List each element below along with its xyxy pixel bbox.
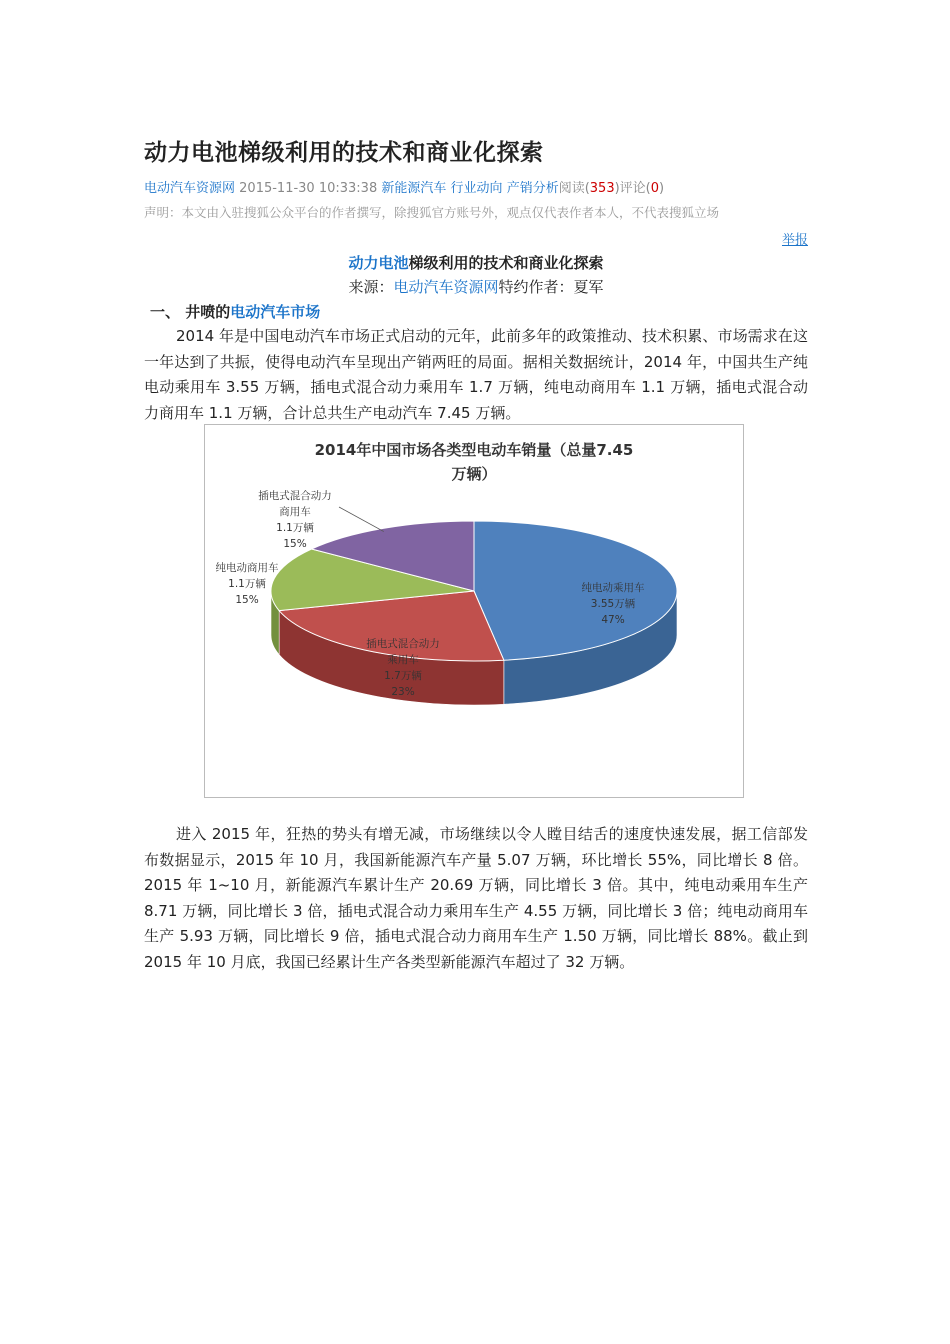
leader-line	[339, 507, 384, 532]
pie-slice-label: 15%	[235, 594, 259, 606]
comment-count[interactable]: 0	[650, 181, 660, 196]
publish-datetime: 2015-11-30 10:33:38	[239, 181, 378, 196]
pie-slice-label: 插电式混合动力	[366, 638, 440, 650]
chart-title: 万辆）	[451, 465, 497, 483]
source-link[interactable]: 电动汽车资源网	[144, 181, 236, 196]
source-author: 特约作者：夏军	[498, 278, 604, 296]
section-prefix: 一、 井喷的	[150, 303, 231, 321]
pie-slice-label: 1.1万辆	[228, 578, 266, 590]
pie-chart	[205, 425, 743, 797]
disclaimer: 声明：本文由入驻搜狐公众平台的作者撰写，除搜狐官方账号外，观点仅代表作者本人，不代表搜狐立场	[144, 205, 720, 220]
read-count: 353	[589, 181, 615, 196]
article-subtitle	[144, 252, 808, 273]
pie-slice-label: 纯电动乘用车	[581, 582, 645, 594]
source-prefix: 来源：	[348, 278, 394, 296]
section-highlight[interactable]: 电动汽车市场	[230, 303, 321, 321]
subtitle-text: 梯级利用的技术和商业化探索	[408, 254, 604, 272]
article-meta	[144, 177, 664, 196]
pie-slice-label: 纯电动商用车	[215, 562, 279, 574]
pie-slice-label: 插电式混合动力	[258, 490, 332, 502]
report-link[interactable]: 举报	[781, 233, 808, 248]
source-line	[144, 276, 808, 297]
pie-chart-frame	[204, 424, 744, 798]
pie-slice-label: 15%	[283, 538, 307, 550]
close-paren: )	[659, 181, 665, 196]
comment-label: )评论(	[614, 181, 651, 196]
paragraph: 2014 年是中国电动汽车市场正式启动的元年，此前多年的政策推动、技术积累、市场需求在这一年达到了共振，使得电动汽车呈现出产销两旺的局面。据相关数据统计，2014 年，中国共生产纯电动乘用车 3.55 万辆，插电式混合动力乘用车 1.7 万辆，纯电动商用车 1.1 万辆，插电式混合动力商用车 1.1 万辆，合计总共生产电动汽车 7.45 万辆。	[144, 327, 808, 422]
pie-slice-label: 47%	[601, 614, 625, 626]
paragraph: 进入 2015 年，狂热的势头有增无减，市场继续以令人瞠目结舌的速度快速发展，据工信部发布数据显示，2015 年 10 月，我国新能源汽车产量 5.07 万辆，环比增长 55%，同比增长 8 倍。2015 年 1~10 月，新能源汽车累计生产 20.69 万辆，同比增长 3 倍。其中，纯电动乘用车生产 8.71 万辆，同比增长 3 倍，插电式混合动力乘用车生产 4.55 万辆，同比增长 3 倍；纯电动商用车生产 5.93 万辆，同比增长 9 倍，插电式混合动力商用车生产 1.50 万辆，同比增长 88%。截止到 2015 年 10 月底，我国已经累计生产各类型新能源汽车超过了 32 万辆。	[144, 825, 808, 971]
pie-slice-label: 商用车	[279, 506, 311, 518]
pie-slice-label: 3.55万辆	[590, 598, 636, 610]
tag-link[interactable]: 行业动向	[450, 181, 503, 196]
pie-slice-label: 23%	[391, 686, 415, 698]
section-heading	[144, 301, 320, 322]
page-title: 动力电池梯级利用的技术和商业化探索	[144, 140, 544, 166]
tag-link[interactable]: 新能源汽车	[381, 181, 447, 196]
subtitle-highlight[interactable]: 动力电池	[348, 254, 409, 272]
read-label: 阅读(	[558, 181, 590, 196]
pie-slice-label: 乘用车	[387, 654, 419, 666]
pie-slice-label: 1.1万辆	[276, 522, 314, 534]
chart-title: 2014年中国市场各类型电动车销量（总量7.45	[314, 441, 634, 459]
pie-slice-label: 1.7万辆	[384, 670, 422, 682]
tag-link[interactable]: 产销分析	[506, 181, 559, 196]
source-highlight[interactable]: 电动汽车资源网	[393, 278, 499, 296]
